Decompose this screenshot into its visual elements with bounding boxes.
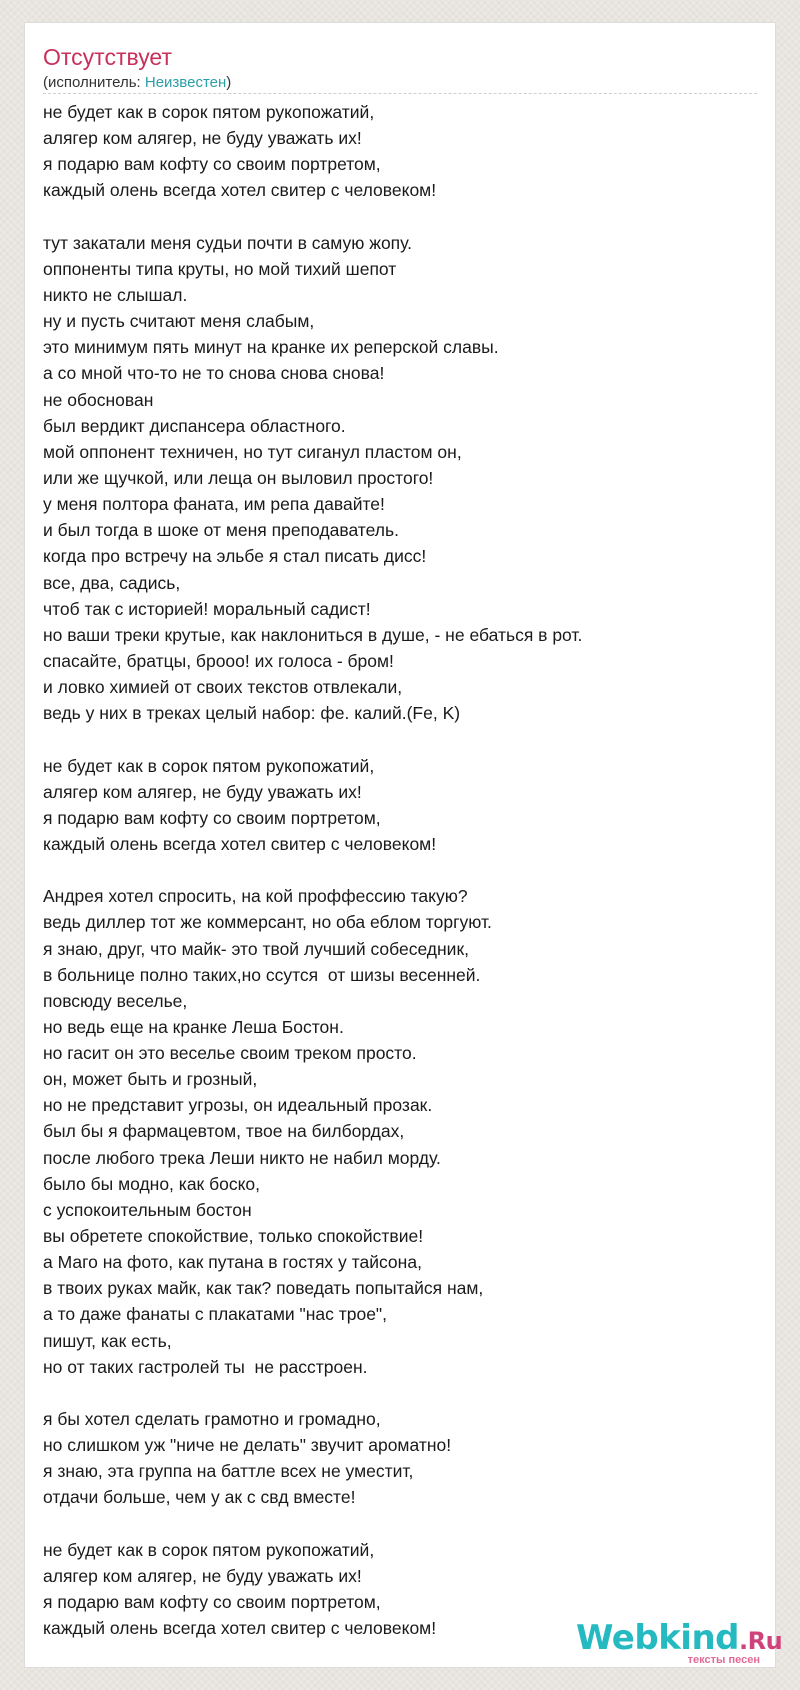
lyric-line: вы обретете спокойствие, только спокойствие! [43, 1226, 424, 1247]
lyric-line: спасайте, братцы, броoo! их голоса - бром! [43, 650, 394, 671]
lyric-line: это минимум пять минут на кранке их реперской славы. [43, 337, 499, 358]
lyric-line: у меня полтора фаната, им репа давайте! [43, 494, 385, 515]
performer-link[interactable]: Неизвестен [144, 74, 227, 91]
lyric-line: но от таких гастролей ты не расстроен. [43, 1356, 368, 1377]
lyric-line: каждый олень всегда хотел свитер с человеком! [43, 1618, 437, 1639]
lyric-line: был вердикт диспансера областного. [43, 415, 346, 436]
lyric-line: я подарю вам кофту со своим портретом, [43, 154, 381, 175]
lyric-line: каждый олень всегда хотел свитер с человеком! [43, 833, 437, 854]
lyric-line: мой оппонент техничен, но тут сиганул пластом он, [43, 441, 462, 462]
lyric-line: чтоб так с историей! моральный садист! [43, 598, 371, 619]
lyric-line: я подарю вам кофту со своим портретом, [43, 807, 381, 828]
lyric-line: не обоснован [43, 389, 154, 410]
lyric-line: никто не слышал. [43, 284, 188, 305]
performer-prefix: (исполнитель: [43, 74, 145, 91]
lyric-line: а Маго на фото, как путана в гостях у тайсона, [43, 1252, 422, 1273]
lyrics-verse [43, 883, 759, 1380]
title-divider [43, 93, 757, 94]
lyric-line: повсюду веселье, [43, 990, 188, 1011]
lyric-line: алягер ком алягер, не буду уважать их! [43, 1565, 362, 1586]
lyric-line: был бы я фармацевтом, твое на билбордах, [43, 1121, 405, 1142]
lyric-line: но не представит угрозы, он идеальный прозак. [43, 1095, 433, 1116]
lyric-line: не будет как в сорок пятом рукопожатий, [43, 755, 375, 776]
lyrics-verse [43, 99, 759, 204]
lyrics-verse [43, 1406, 759, 1511]
lyric-line: все, два, садись, [43, 572, 181, 593]
lyric-line: и ловко химией от своих текстов отвлекали, [43, 677, 403, 698]
logo-tagline: тексты песен [687, 1654, 760, 1666]
lyric-line: но слишком уж "ниче не делать" звучит ароматно! [43, 1435, 452, 1456]
lyric-line: но ведь еще на кранке Леша Бостон. [43, 1016, 344, 1037]
lyric-line: с успокоительным бостон [43, 1199, 252, 1220]
lyric-line: после любого трека Леши никто не набил морду. [43, 1147, 441, 1168]
lyric-line: я знаю, друг, что майк- это твой лучший собеседник, [43, 938, 469, 959]
lyric-line: я бы хотел сделать грамотно и громадно, [43, 1409, 381, 1430]
lyric-line: пишут, как есть, [43, 1330, 172, 1351]
lyric-line: отдачи больше, чем у ак с свд вместе! [43, 1487, 356, 1508]
song-title: Отсутствует [43, 44, 172, 70]
lyric-line: в твоих руках майк, как так? поведать попытайся нам, [43, 1278, 484, 1299]
lyric-line: было бы модно, как боско, [43, 1173, 261, 1194]
lyrics-card [24, 22, 776, 1668]
lyric-line: каждый олень всегда хотел свитер с человеком! [43, 180, 437, 201]
logo-tld: .Ru [739, 1627, 783, 1655]
performer-line [43, 73, 231, 93]
lyrics-text [43, 99, 759, 1641]
lyric-line: когда про встречу на эльбе я стал писать дисс! [43, 546, 427, 567]
lyric-line: а со мной что-то не то снова снова снова! [43, 363, 385, 384]
lyric-line: ведь у них в треках целый набор: фе. калий.(Fe, K) [43, 703, 461, 724]
lyric-line: но гасит он это веселье своим треком просто. [43, 1043, 417, 1064]
lyric-line: я подарю вам кофту со своим портретом, [43, 1592, 381, 1613]
lyric-line: оппоненты типа круты, но мой тихий шепот [43, 258, 397, 279]
lyric-line: ведь диллер тот же коммерсант, но оба еблом торгуют. [43, 912, 492, 933]
logo-brand: Webkind [576, 1618, 739, 1658]
lyric-line: или же щучкой, или леща он выловил простого! [43, 467, 434, 488]
lyric-line: а то даже фанаты с плакатами "нас трое", [43, 1304, 388, 1325]
lyric-line: не будет как в сорок пятом рукопожатий, [43, 102, 375, 122]
lyric-line: ну и пусть считают меня слабым, [43, 311, 315, 332]
lyric-line: Андрея хотел спросить, на кой проффессию такую? [43, 886, 468, 907]
lyric-line: алягер ком алягер, не буду уважать их! [43, 128, 362, 149]
lyrics-verse [43, 753, 759, 858]
lyric-line: но ваши треки крутые, как наклониться в душе, - не ебаться в рот. [43, 624, 583, 645]
lyric-line: я знаю, эта группа на баттле всех не уместит, [43, 1461, 414, 1482]
lyric-line: он, может быть и грозный, [43, 1069, 258, 1090]
lyric-line: не будет как в сорок пятом рукопожатий, [43, 1539, 375, 1560]
lyric-line: алягер ком алягер, не буду уважать их! [43, 781, 362, 802]
lyric-line: и был тогда в шоке от меня преподаватель. [43, 520, 399, 541]
webkind-logo[interactable] [576, 1618, 783, 1666]
performer-suffix: ) [226, 74, 232, 91]
lyric-line: тут закатали меня судьи почти в самую жопу. [43, 232, 413, 253]
lyric-line: в больнице полно таких,но ссутся от шизы весенней. [43, 964, 481, 985]
lyrics-verse [43, 230, 759, 727]
